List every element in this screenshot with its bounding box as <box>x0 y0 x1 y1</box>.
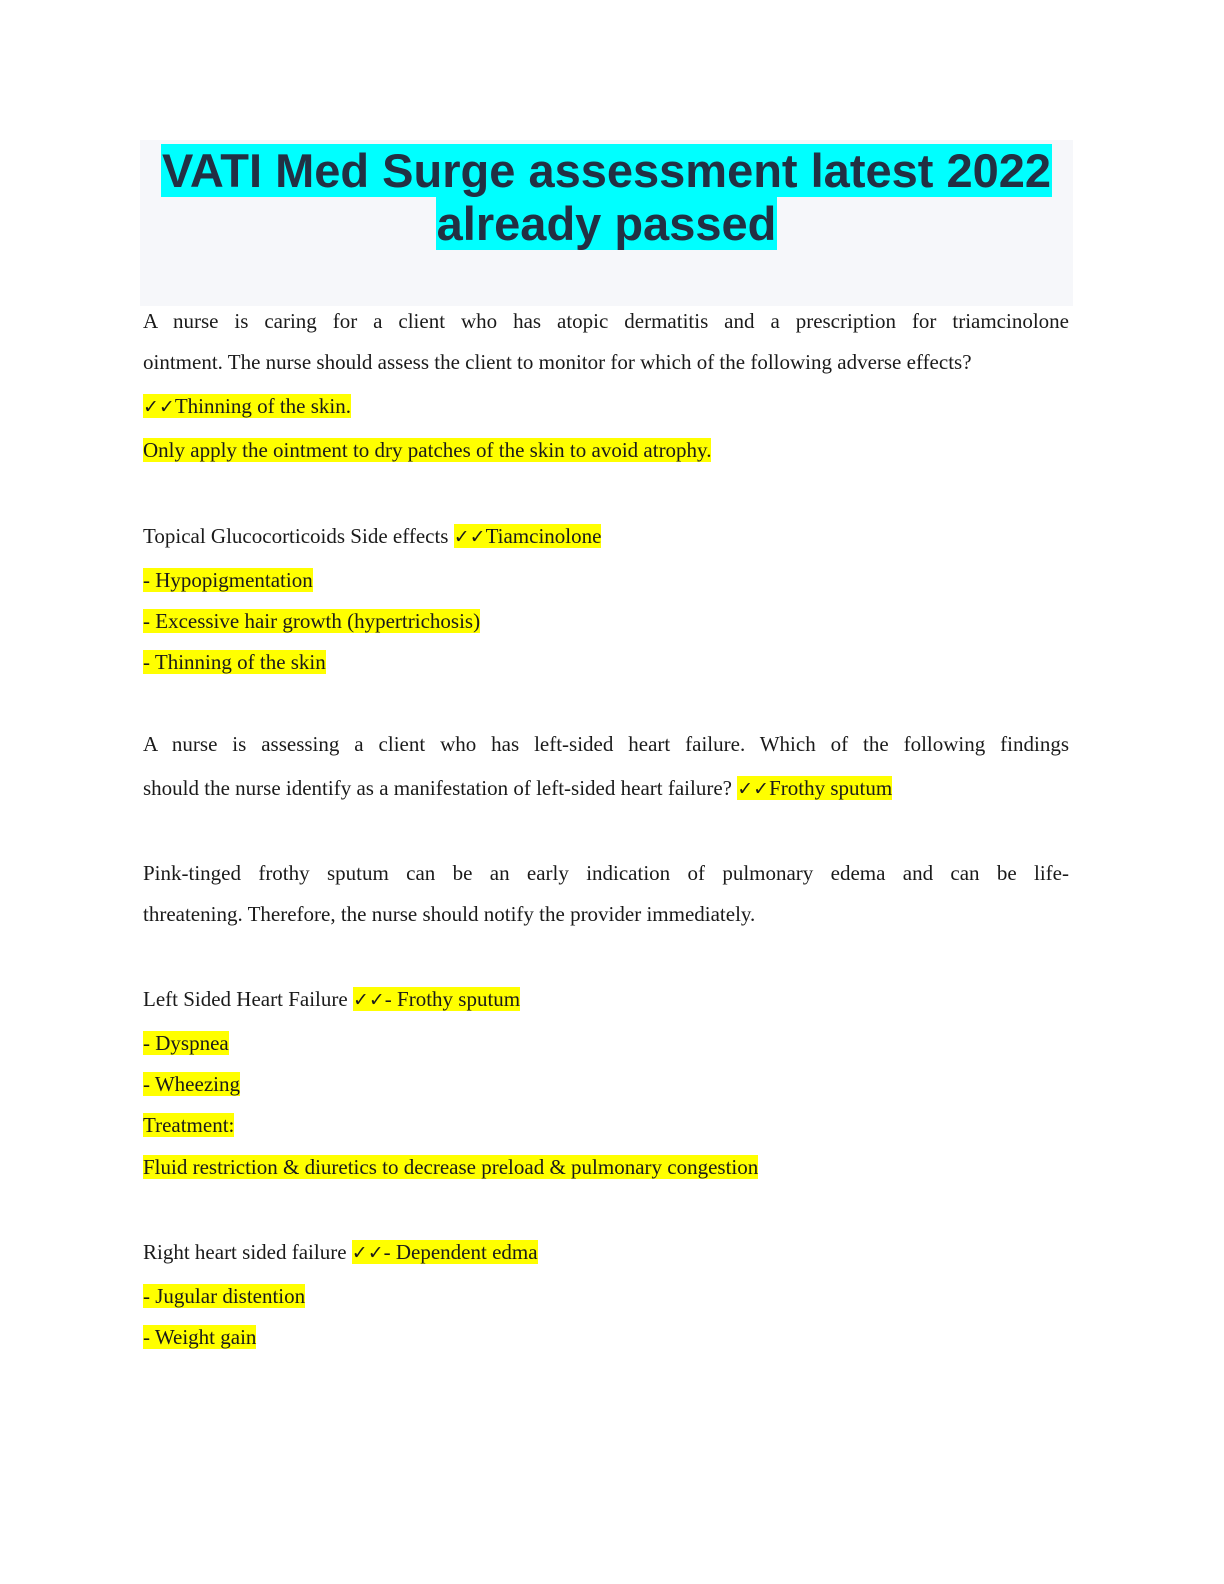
page-title-line-1: VATI Med Surge assessment latest 2022 <box>161 144 1052 197</box>
q4-treatment-text: Fluid restriction & diuretics to decrease preload & pulmonary congestion <box>143 1155 759 1179</box>
explanation-line-2: threatening. Therefore, the nurse should notify the provider immediately. <box>143 902 756 926</box>
q1-question-line-2: ointment. The nurse should assess the client to monitor for which of the following adverse effects? <box>143 350 972 374</box>
q2-list-item: - Thinning of the skin <box>143 650 326 674</box>
q3-question-line-2: should the nurse identify as a manifestation of left-sided heart failure? ✓✓Frothy sputum <box>143 776 893 800</box>
q3-question-line-1: A nurse is assessing a client who has left-sided heart failure. Which of the following findings <box>143 732 1069 756</box>
q2-list-item: - Hypopigmentation <box>143 568 313 592</box>
check-icon: ✓✓ <box>351 1242 384 1264</box>
q4-list-item: - Wheezing <box>143 1072 240 1096</box>
check-icon: ✓✓ <box>352 989 385 1011</box>
q5-list-item: - Jugular distention <box>143 1284 306 1308</box>
q2-prompt: Topical Glucocorticoids Side effects ✓✓Tiamcinolone <box>143 524 602 548</box>
check-icon: ✓✓ <box>453 526 486 548</box>
q4-list-item: - Dyspnea <box>143 1031 229 1055</box>
q5-prompt: Right heart sided failure ✓✓- Dependent edma <box>143 1240 538 1264</box>
q4-treatment-label: Treatment: <box>143 1113 235 1137</box>
check-icon: ✓✓ <box>143 396 175 418</box>
explanation-line-1: Pink-tinged frothy sputum can be an early indication of pulmonary edema and can be life- <box>143 861 1069 885</box>
title-block <box>140 140 1073 306</box>
q1-question-line-1: A nurse is caring for a client who has atopic dermatitis and a prescription for triamcinolone <box>143 309 1069 333</box>
check-icon: ✓✓ <box>737 778 770 800</box>
page-title-line-2: already passed <box>436 197 777 250</box>
q4-prompt: Left Sided Heart Failure ✓✓- Frothy sputum <box>143 987 521 1011</box>
q2-list-item: - Excessive hair growth (hypertrichosis) <box>143 609 481 633</box>
q1-note: Only apply the ointment to dry patches of the skin to avoid atrophy. <box>143 438 712 462</box>
q1-answer: ✓✓Thinning of the skin. <box>143 394 351 418</box>
q5-list-item: - Weight gain <box>143 1325 257 1349</box>
